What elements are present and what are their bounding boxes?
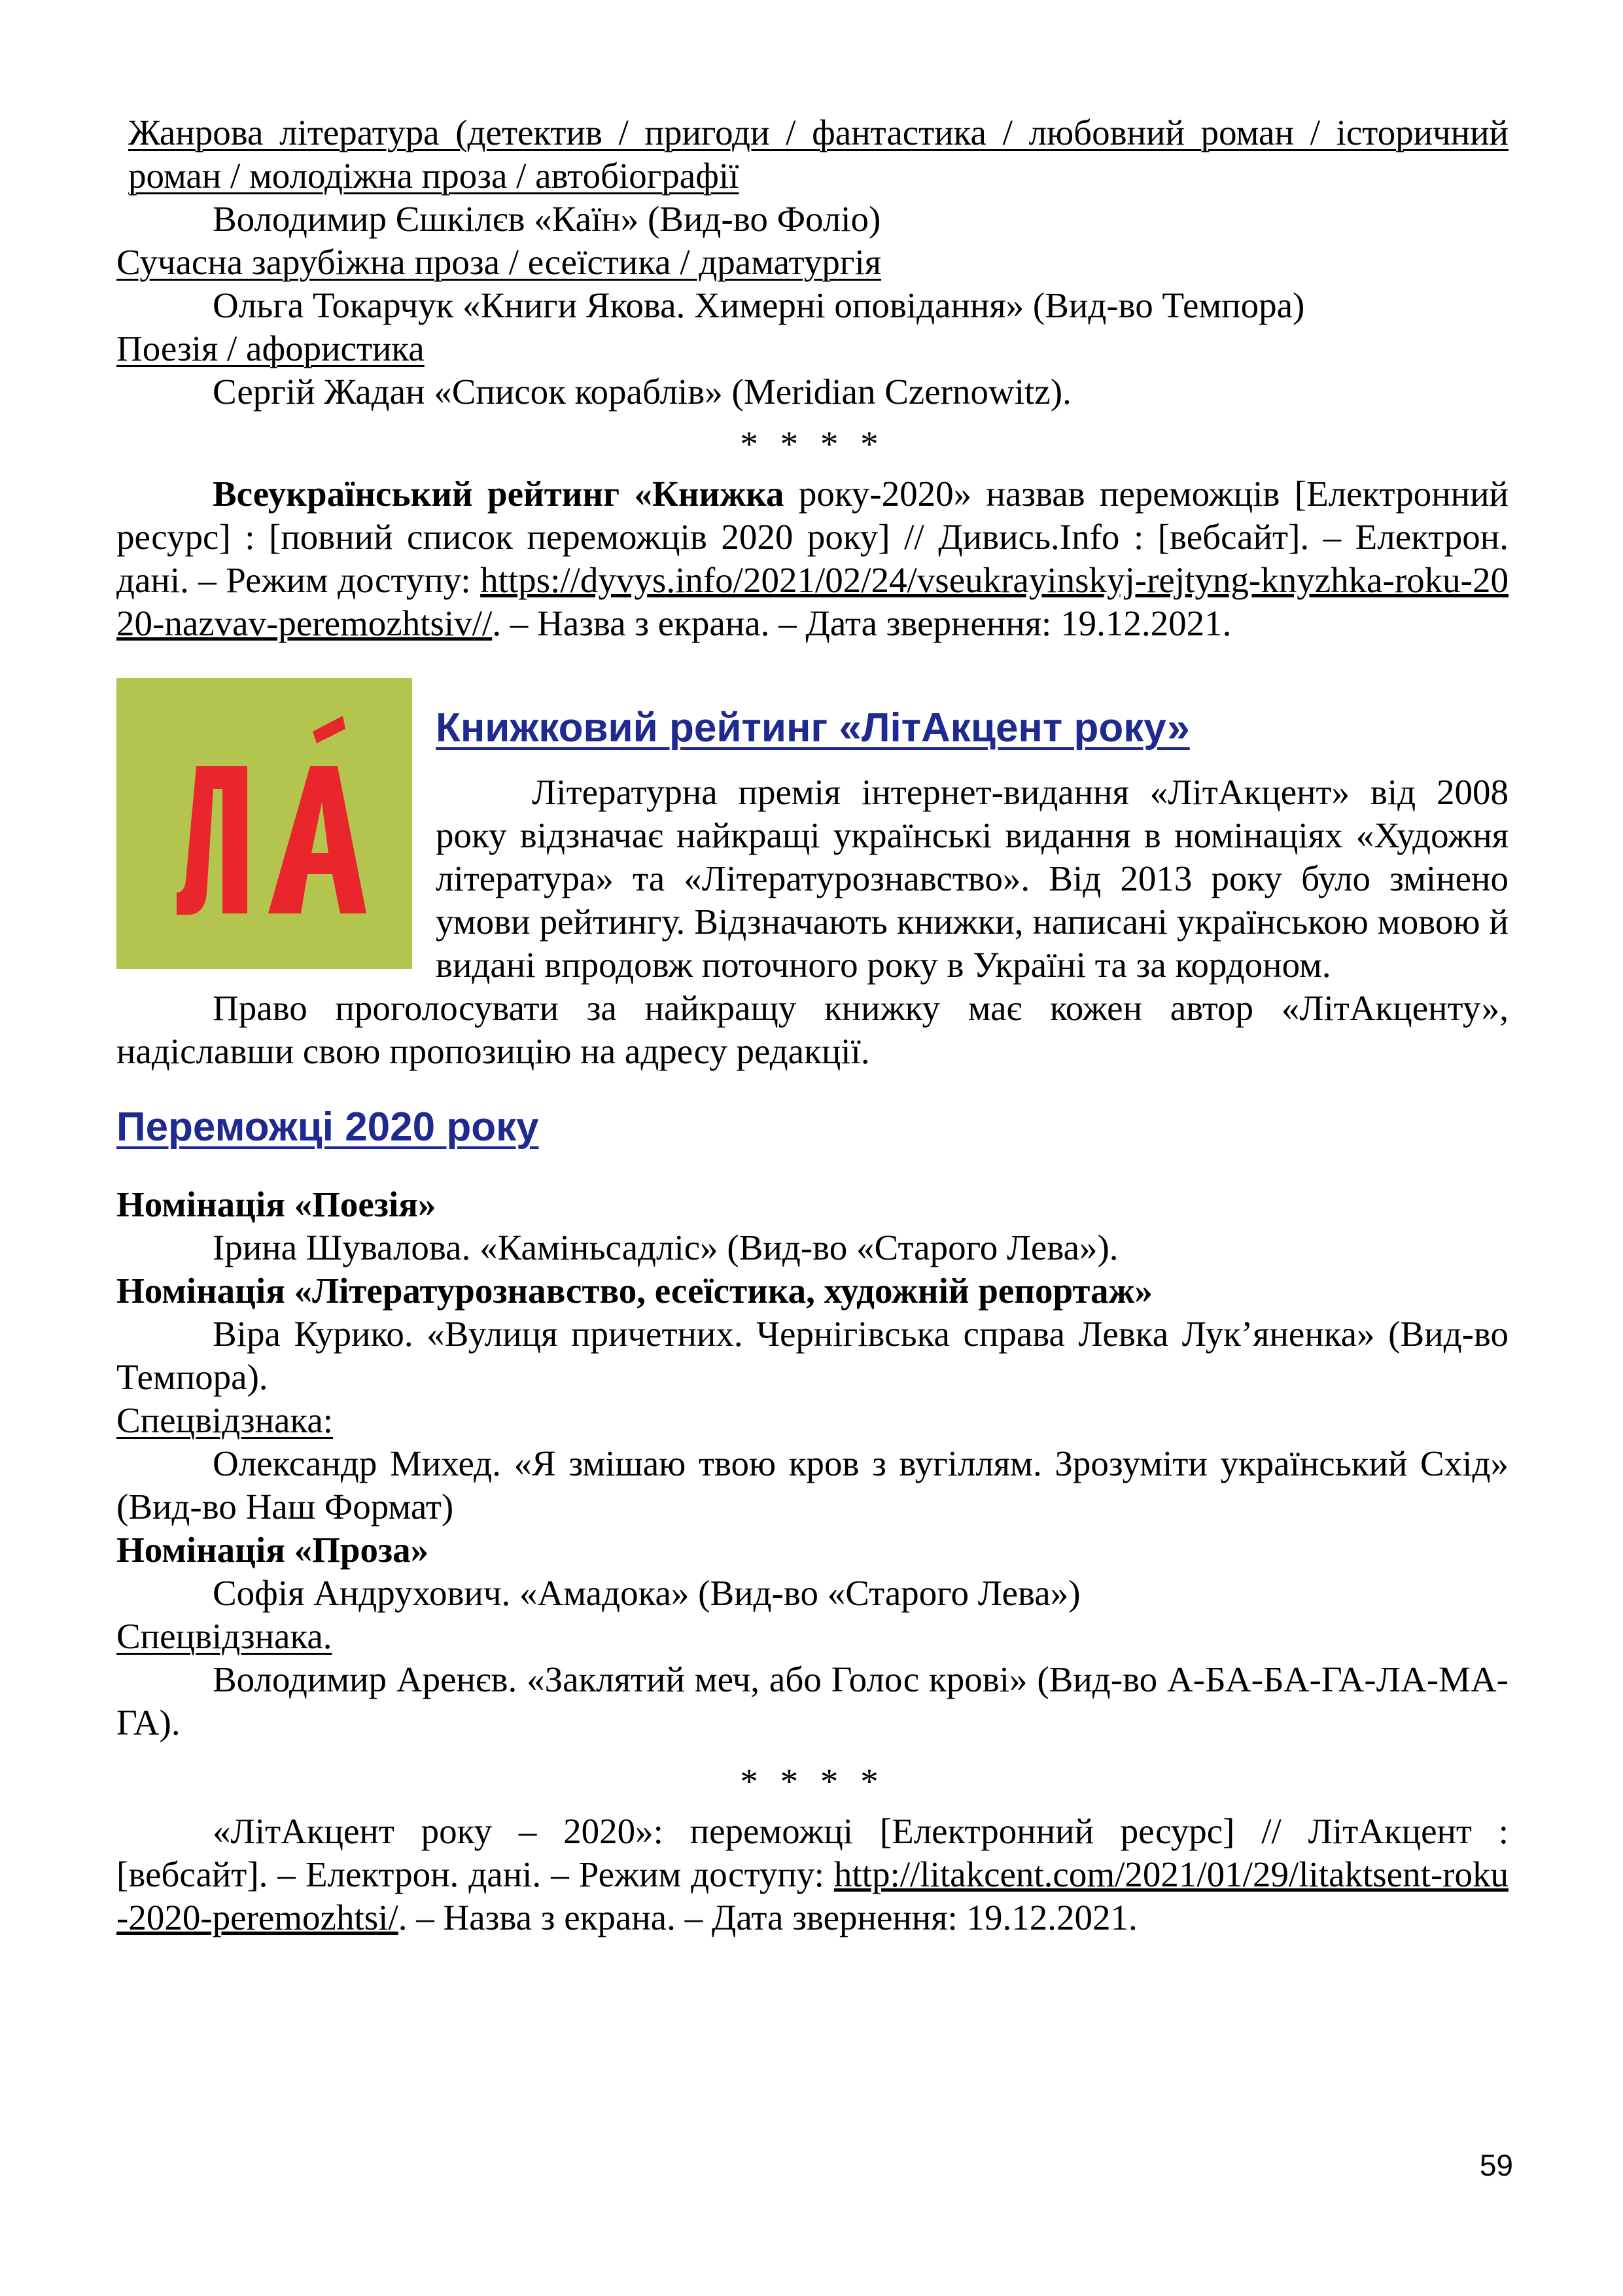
foreign-category-heading: Сучасна зарубіжна проза / есеїстика / драматургія	[116, 242, 882, 282]
litakcent-logo	[116, 678, 412, 969]
nomination-literary-studies: Номінація «Літературознавство, есеїстика, художній репортаж»	[116, 1271, 1153, 1311]
genre-winner: Володимир Єшкілєв «Каїн» (Вид-во Фоліо)	[213, 199, 881, 239]
special-mention-2-winner: Володимир Аренєв. «Заклятий меч, або Голос крові» (Вид-во А-БА-БА-ГА-ЛА-МА-ГА).	[116, 1659, 1509, 1742]
foreign-winner: Ольга Токарчук «Книги Якова. Химерні оповідання» (Вид-во Темпора)	[213, 285, 1305, 325]
separator-1: * * * *	[740, 424, 885, 464]
special-mention-2-label: Спецвідзнака.	[116, 1616, 332, 1656]
source-2-tail: . – Назва з екрана. – Дата звернення: 19.12.2021.	[398, 1898, 1138, 1937]
source-1-bold-title: Всеукраїнський рейтинг «Книжка	[213, 474, 784, 514]
literary-nomination-winner: Віра Курико. «Вулиця причетних. Чернігівська справа Левка Лук’яненка» (Вид-во Темпора).	[116, 1314, 1509, 1397]
special-mention-1-winner: Олександр Михед. «Я змішаю твою кров з вугіллям. Зрозуміти український Схід» (Вид-во Наш Формат)	[116, 1443, 1509, 1527]
prose-nomination-winner: Софія Андрухович. «Амадока» (Вид-во «Старого Лева»)	[213, 1573, 1081, 1613]
source-1-text: року-2020» назвав переможців [Електронний ресурс] : [повний список переможців 2020 року] // Дивись.Info : [вебсайт]. – Електрон. дані. – Режим доступу:	[116, 474, 1509, 600]
poetry-winner: Сергій Жадан «Список кораблів» (Meridian Czernowitz).	[213, 372, 1072, 412]
poetry-category-heading: Поезія / афористика	[116, 328, 425, 368]
litakcent-rating-title[interactable]: Книжковий рейтинг «ЛітАкцент року»	[436, 705, 1190, 751]
source-1-link[interactable]: https://dyvys.info/2021/02/24/vseukrayinskyj-rejtyng-knyzhka-roku-2020-nazvav-peremozhtsiv//	[116, 560, 1509, 643]
source-reference-2	[116, 1810, 1509, 1939]
source-reference-1	[116, 472, 1509, 645]
separator-2: * * * *	[740, 1761, 885, 1801]
page-number: 59	[1479, 2148, 1513, 2182]
source-2-text: «ЛітАкцент року – 2020»: переможці [Електронний ресурс] // ЛітАкцент : [вебсайт]. – Електрон. дані. – Режим доступу:	[116, 1811, 1509, 1894]
poetry-nomination-winner: Ірина Шувалова. «Каміньсадліс» (Вид-во «Старого Лева»).	[213, 1227, 1119, 1267]
special-mention-1-label: Спецвідзнака:	[116, 1400, 334, 1440]
genre-category-heading: Жанрова література (детектив / пригоди / фантастика / любовний роман / історичний роман / молодіжна проза / автобіографії	[128, 113, 1509, 196]
page-content	[116, 111, 1509, 1939]
winners-2020-title[interactable]: Переможці 2020 року	[116, 1104, 539, 1150]
source-1-tail: . – Назва з екрана. – Дата звернення: 19.12.2021.	[492, 603, 1232, 643]
litakcent-voting-rule: Право проголосувати за найкращу книжку має кожен автор «ЛітАкценту», надіславши свою пропозицію на адресу редакції.	[116, 988, 1509, 1071]
litakcent-intro: Літературна премія інтернет-видання «ЛітАкцент» від 2008 року відзначає найкращі українські видання в номінаціях «Художня література» та «Літературознавство». Від 2013 року було змінено умови рейтингу. Відзначають книжки, написані українською мовою й видані впродовж поточного року в Україні та за кордоном.	[436, 772, 1509, 985]
litakcent-logo-graphic	[116, 678, 412, 969]
nomination-prose: Номінація «Проза»	[116, 1530, 429, 1570]
nomination-poetry: Номінація «Поезія»	[116, 1184, 436, 1224]
source-2-link[interactable]: http://litakcent.com/2021/01/29/litaktsent-roku-2020-peremozhtsi/	[116, 1854, 1509, 1937]
